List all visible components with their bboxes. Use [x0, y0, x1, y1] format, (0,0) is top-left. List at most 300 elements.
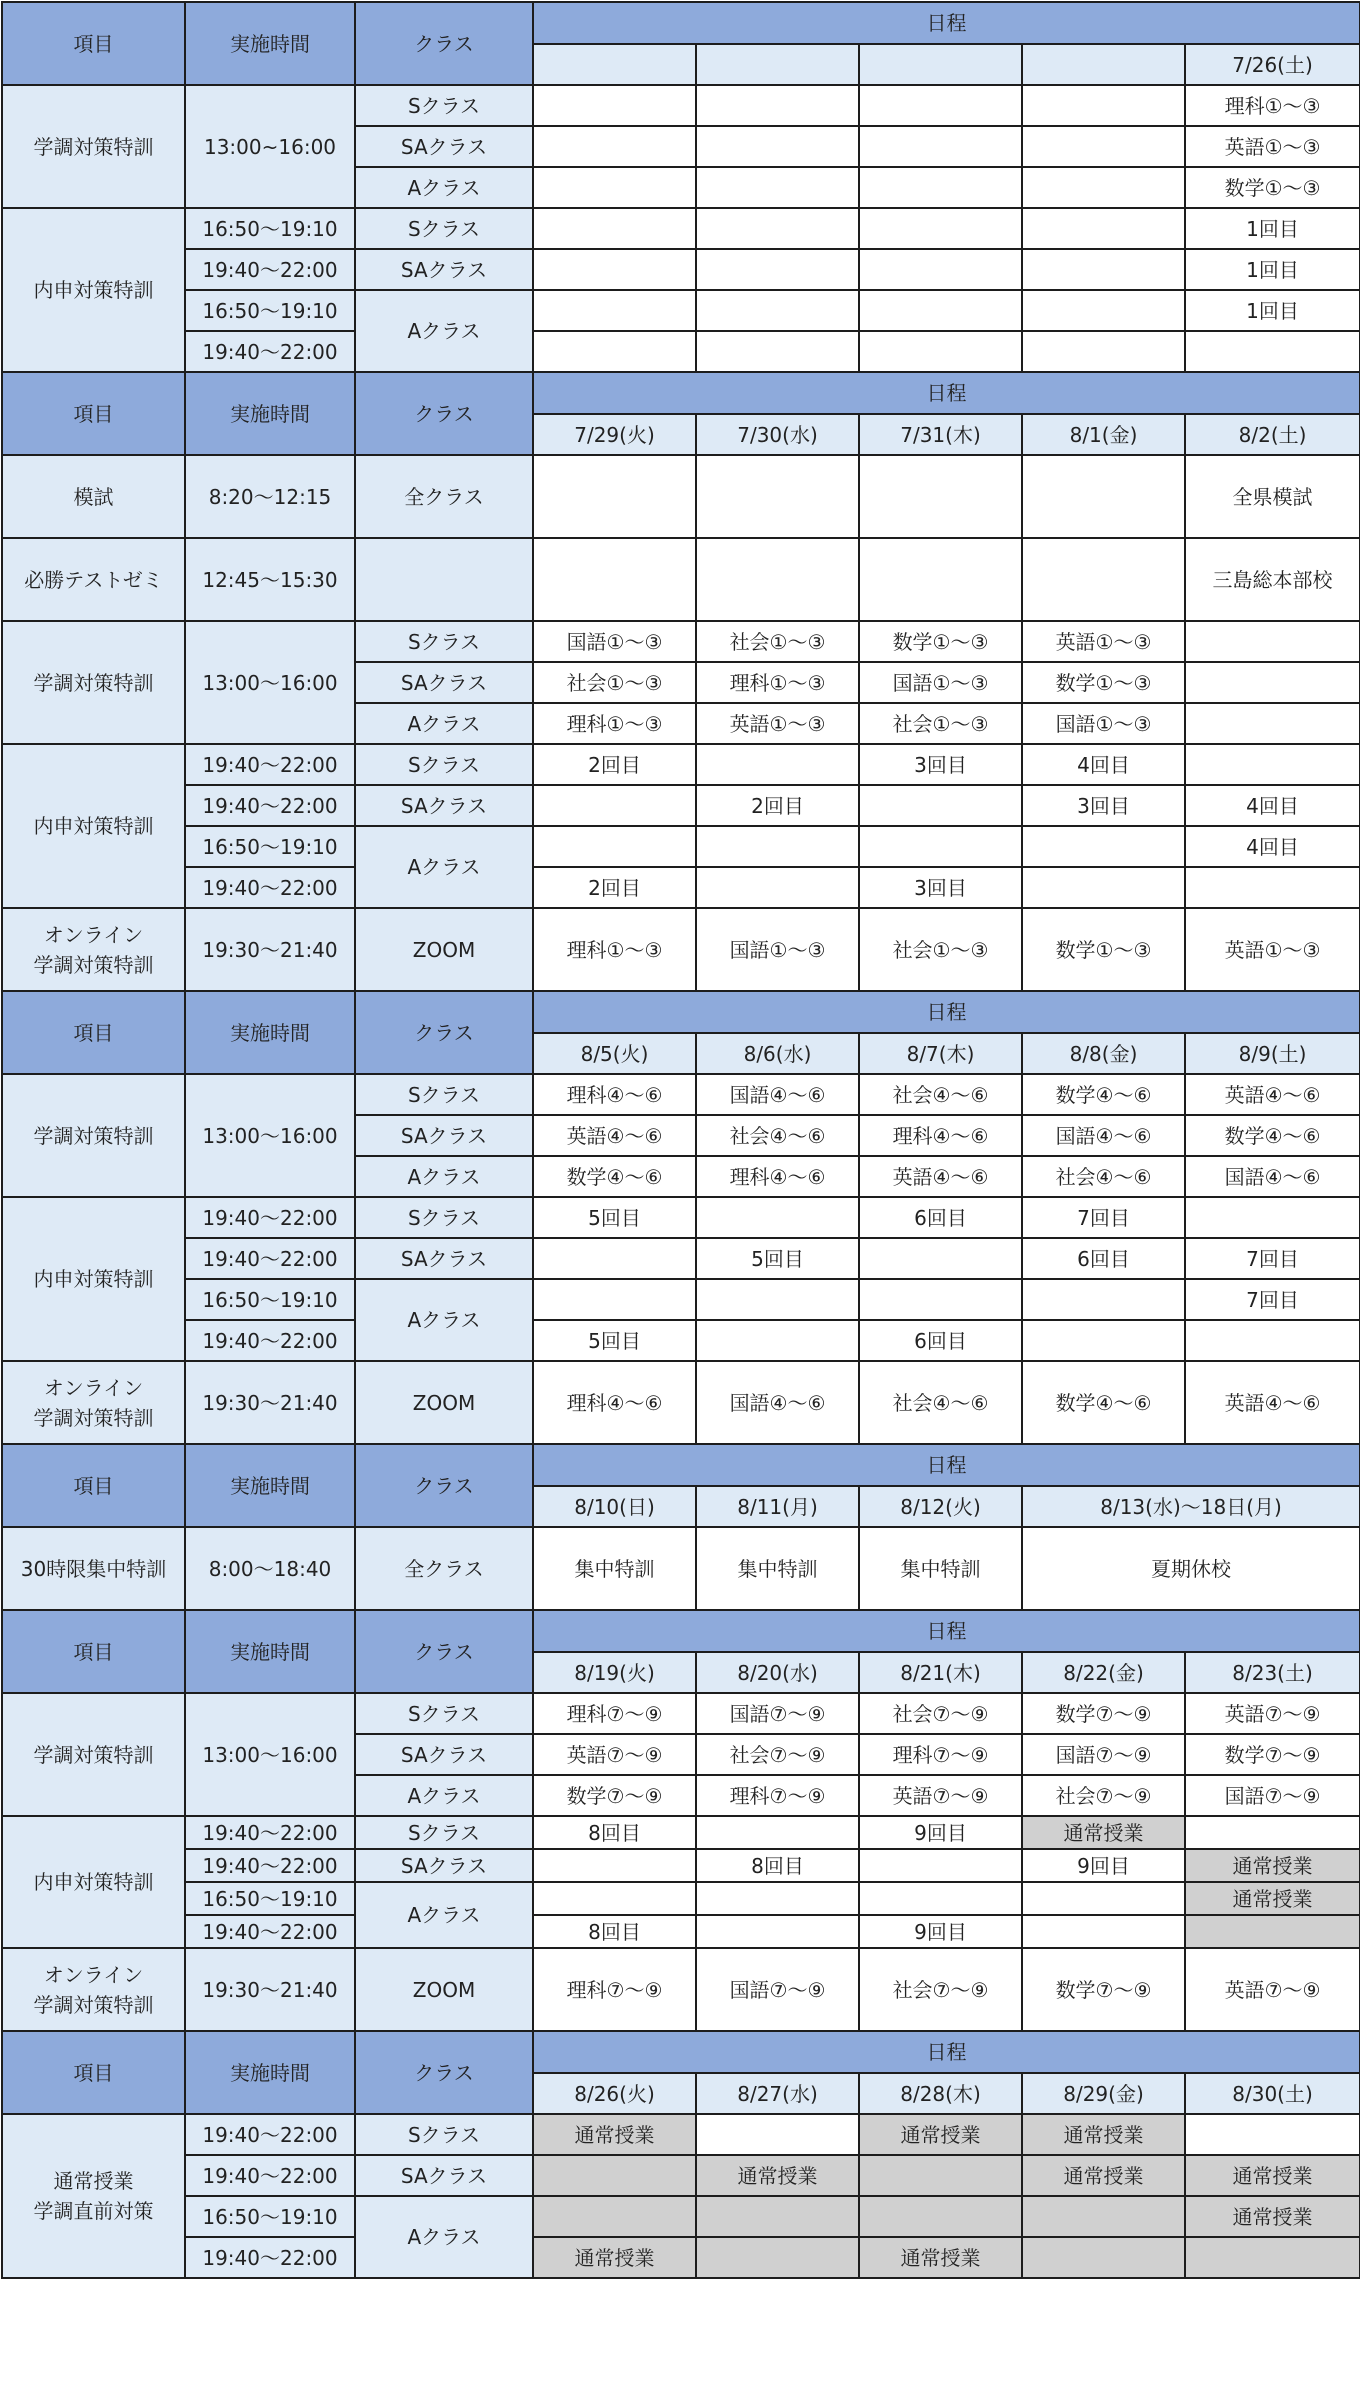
schedule-row: [2, 785, 1360, 826]
schedule-cell: 5回目: [696, 1238, 859, 1279]
class-cell: SAクラス: [355, 1734, 533, 1775]
class-cell: Sクラス: [355, 2114, 533, 2155]
class-cell: Aクラス: [355, 290, 533, 372]
schedule-cell: [696, 1816, 859, 1849]
schedule-cell: [1022, 1320, 1185, 1361]
schedule-cell: [859, 126, 1022, 167]
schedule-row: [2, 826, 1360, 867]
schedule-cell: 5回目: [533, 1197, 696, 1238]
schedule-cell: [696, 208, 859, 249]
schedule-cell: [1022, 538, 1185, 621]
class-cell: Aクラス: [355, 2196, 533, 2278]
schedule-row: [2, 2237, 1360, 2278]
class-cell: SAクラス: [355, 1238, 533, 1279]
time-cell: 16:50～19:10: [185, 1882, 355, 1915]
class-cell: ZOOM: [355, 1361, 533, 1444]
schedule-cell: [1185, 2237, 1360, 2278]
schedule-row: [2, 744, 1360, 785]
schedule-cell: [859, 538, 1022, 621]
schedule-cell: 8回目: [533, 1915, 696, 1948]
schedule-row: [2, 290, 1360, 331]
schedule-cell: 社会①～③: [533, 662, 696, 703]
class-cell: SAクラス: [355, 662, 533, 703]
date-cell: 8/19(火): [533, 1652, 696, 1693]
time-header: 実施時間: [185, 1444, 355, 1527]
schedule-cell: 社会①～③: [859, 908, 1022, 991]
date-cell: 8/9(土): [1185, 1033, 1360, 1074]
schedule-cell: 6回目: [859, 1320, 1022, 1361]
schedule-cell: [1022, 867, 1185, 908]
schedule-cell: 英語④～⑥: [1185, 1361, 1360, 1444]
header-row: [2, 1610, 1360, 1652]
schedule-cell: 6回目: [1022, 1238, 1185, 1279]
schedule-cell: 国語④～⑥: [696, 1074, 859, 1115]
date-cell: 8/2(土): [1185, 414, 1360, 455]
schedule-cell: 全県模試: [1185, 455, 1360, 538]
item-header: 項目: [2, 2031, 185, 2114]
schedule-cell: [533, 455, 696, 538]
schedule-row: [2, 1074, 1360, 1115]
schedule-cell: [1185, 1816, 1360, 1849]
schedule-cell: [533, 331, 696, 372]
time-header: 実施時間: [185, 1610, 355, 1693]
schedule-row: [2, 1693, 1360, 1734]
schedule-row: [2, 208, 1360, 249]
section-label: 必勝テストゼミ: [2, 538, 185, 621]
schedule-cell: 通常授業: [1022, 2114, 1185, 2155]
date-cell: 8/5(火): [533, 1033, 696, 1074]
schedule-cell: [1022, 455, 1185, 538]
schedule-cell: [696, 1197, 859, 1238]
time-cell: 19:40～22:00: [185, 2155, 355, 2196]
schedule-cell: 社会⑦～⑨: [859, 1948, 1022, 2031]
section-label: 学調対策特訓: [2, 1074, 185, 1197]
schedule-cell: [533, 785, 696, 826]
schedule-cell: 理科①～③: [533, 908, 696, 991]
header-row: [2, 991, 1360, 1033]
date-cell: 8/20(水): [696, 1652, 859, 1693]
class-cell: Sクラス: [355, 621, 533, 662]
date-cell: [859, 44, 1022, 85]
date-cell: 8/10(日): [533, 1486, 696, 1527]
class-cell: SAクラス: [355, 126, 533, 167]
schedule-cell: 数学④～⑥: [1185, 1115, 1360, 1156]
schedule-cell: [696, 1279, 859, 1320]
schedule-cell: 通常授業: [1185, 1849, 1360, 1882]
schedule-cell: [533, 1849, 696, 1882]
schedule-cell: [859, 826, 1022, 867]
schedule-cell: 6回目: [859, 1197, 1022, 1238]
schedule-cell: 国語④～⑥: [1185, 1156, 1360, 1197]
schedule-cell: [533, 1279, 696, 1320]
date-cell: 8/6(水): [696, 1033, 859, 1074]
date-cell: 8/23(土): [1185, 1652, 1360, 1693]
class-cell: Sクラス: [355, 85, 533, 126]
time-cell: 19:40～22:00: [185, 1915, 355, 1948]
time-cell: 19:30～21:40: [185, 1948, 355, 2031]
schedule-cell: [1022, 331, 1185, 372]
class-cell: SAクラス: [355, 2155, 533, 2196]
schedule-cell: [533, 2155, 696, 2196]
schedule-cell: 英語④～⑥: [859, 1156, 1022, 1197]
schedule-cell: 2回目: [533, 744, 696, 785]
date-cell: [533, 44, 696, 85]
schedule-cell: [859, 2196, 1022, 2237]
time-header: 実施時間: [185, 2031, 355, 2114]
time-cell: 16:50～19:10: [185, 1279, 355, 1320]
schedule-cell: [533, 2196, 696, 2237]
date-cell: 8/11(月): [696, 1486, 859, 1527]
section-label: 30時限集中特訓: [2, 1527, 185, 1610]
date-cell: 8/13(水)～18日(月): [1022, 1486, 1360, 1527]
time-cell: 13:00～16:00: [185, 1074, 355, 1197]
schedule-cell: 理科④～⑥: [533, 1074, 696, 1115]
schedule-cell: [533, 1882, 696, 1915]
schedule-cell: [696, 331, 859, 372]
time-cell: 16:50～19:10: [185, 826, 355, 867]
header-row: [2, 372, 1360, 414]
section-label: 模試: [2, 455, 185, 538]
class-cell: Aクラス: [355, 1882, 533, 1948]
schedule-cell: [859, 290, 1022, 331]
time-header: 実施時間: [185, 2, 355, 85]
schedule-cell: [859, 167, 1022, 208]
class-header: クラス: [355, 1444, 533, 1527]
schedule-header: 日程: [533, 372, 1360, 414]
schedule-cell: 国語⑦～⑨: [1022, 1734, 1185, 1775]
schedule-cell: 集中特訓: [859, 1527, 1022, 1610]
time-cell: 19:30～21:40: [185, 908, 355, 991]
schedule-cell: 理科④～⑥: [859, 1115, 1022, 1156]
date-cell: 8/21(木): [859, 1652, 1022, 1693]
schedule-cell: [533, 85, 696, 126]
schedule-cell: 9回目: [1022, 1849, 1185, 1882]
class-cell: Sクラス: [355, 208, 533, 249]
schedule-cell: [696, 538, 859, 621]
schedule-cell: 英語④～⑥: [1185, 1074, 1360, 1115]
time-cell: 19:40～22:00: [185, 249, 355, 290]
time-cell: 19:40～22:00: [185, 2237, 355, 2278]
section-label: 通常授業 学調直前対策: [2, 2114, 185, 2278]
date-cell: [696, 44, 859, 85]
schedule-cell: 通常授業: [859, 2114, 1022, 2155]
time-cell: 13:00～16:00: [185, 1693, 355, 1816]
schedule-cell: 国語④～⑥: [1022, 1115, 1185, 1156]
class-cell: ZOOM: [355, 1948, 533, 2031]
schedule-cell: 8回目: [533, 1816, 696, 1849]
schedule-cell: [859, 1849, 1022, 1882]
schedule-cell: 国語④～⑥: [696, 1361, 859, 1444]
schedule-cell: 数学①～③: [1185, 167, 1360, 208]
schedule-cell: [696, 744, 859, 785]
section-label: 学調対策特訓: [2, 1693, 185, 1816]
date-cell: 8/7(木): [859, 1033, 1022, 1074]
schedule-cell: 通常授業: [696, 2155, 859, 2196]
schedule-cell: 通常授業: [1022, 2155, 1185, 2196]
schedule-row: [2, 1361, 1360, 1444]
schedule-cell: [1185, 331, 1360, 372]
time-cell: 13:00~16:00: [185, 85, 355, 208]
time-cell: 19:40～22:00: [185, 1197, 355, 1238]
schedule-cell: [696, 1882, 859, 1915]
schedule-cell: 4回目: [1185, 826, 1360, 867]
schedule-cell: [1022, 1915, 1185, 1948]
schedule-cell: [533, 126, 696, 167]
schedule-row: [2, 1948, 1360, 2031]
schedule-cell: 通常授業: [1185, 2196, 1360, 2237]
schedule-cell: [1185, 703, 1360, 744]
schedule-row: [2, 1320, 1360, 1361]
class-cell: Aクラス: [355, 826, 533, 908]
schedule-cell: 通常授業: [533, 2114, 696, 2155]
schedule-cell: 7回目: [1185, 1279, 1360, 1320]
schedule-cell: [1022, 826, 1185, 867]
schedule-cell: 数学④～⑥: [533, 1156, 696, 1197]
schedule-cell: 社会④～⑥: [859, 1361, 1022, 1444]
schedule-cell: 数学④～⑥: [1022, 1361, 1185, 1444]
schedule-cell: 社会⑦～⑨: [1022, 1775, 1185, 1816]
schedule-cell: 国語①～③: [1022, 703, 1185, 744]
schedule-row: [2, 1849, 1360, 1882]
class-cell: SAクラス: [355, 785, 533, 826]
schedule-cell: 理科⑦～⑨: [533, 1948, 696, 2031]
item-header: 項目: [2, 372, 185, 455]
schedule-cell: 数学⑦～⑨: [533, 1775, 696, 1816]
schedule-cell: [1022, 208, 1185, 249]
schedule-cell: 社会⑦～⑨: [696, 1734, 859, 1775]
section-label: 学調対策特訓: [2, 85, 185, 208]
schedule-cell: 理科⑦～⑨: [696, 1775, 859, 1816]
schedule-row: [2, 538, 1360, 621]
class-header: クラス: [355, 2, 533, 85]
schedule-cell: 7回目: [1185, 1238, 1360, 1279]
schedule-cell: 夏期休校: [1022, 1527, 1360, 1610]
schedule-cell: [696, 1320, 859, 1361]
schedule-row: [2, 1527, 1360, 1610]
time-cell: 16:50～19:10: [185, 2196, 355, 2237]
schedule-row: [2, 908, 1360, 991]
schedule-cell: 英語⑦～⑨: [1185, 1948, 1360, 2031]
schedule-cell: [859, 85, 1022, 126]
section-label: オンライン 学調対策特訓: [2, 1948, 185, 2031]
schedule-cell: 社会④～⑥: [859, 1074, 1022, 1115]
schedule-cell: [1022, 249, 1185, 290]
schedule-cell: [1022, 2196, 1185, 2237]
schedule-cell: 国語⑦～⑨: [1185, 1775, 1360, 1816]
schedule-cell: [859, 2155, 1022, 2196]
time-cell: 19:40～22:00: [185, 1849, 355, 1882]
section-label: オンライン 学調対策特訓: [2, 1361, 185, 1444]
schedule-cell: [1022, 126, 1185, 167]
schedule-row: [2, 621, 1360, 662]
class-header: クラス: [355, 2031, 533, 2114]
schedule-cell: [859, 249, 1022, 290]
class-cell: Sクラス: [355, 1074, 533, 1115]
schedule-cell: 英語①～③: [696, 703, 859, 744]
schedule-cell: 9回目: [859, 1915, 1022, 1948]
schedule-cell: [696, 2237, 859, 2278]
schedule-cell: 3回目: [1022, 785, 1185, 826]
class-cell: Aクラス: [355, 703, 533, 744]
class-cell: [355, 538, 533, 621]
schedule-cell: [1022, 1882, 1185, 1915]
date-cell: 8/1(金): [1022, 414, 1185, 455]
time-cell: 19:40～22:00: [185, 1816, 355, 1849]
class-cell: Aクラス: [355, 1156, 533, 1197]
schedule-cell: 3回目: [859, 744, 1022, 785]
time-cell: 19:40～22:00: [185, 785, 355, 826]
date-cell: 7/31(木): [859, 414, 1022, 455]
time-cell: 19:40～22:00: [185, 1320, 355, 1361]
schedule-cell: 社会①～③: [696, 621, 859, 662]
schedule-cell: 通常授業: [1022, 1816, 1185, 1849]
schedule-cell: [696, 249, 859, 290]
class-cell: Aクラス: [355, 1279, 533, 1361]
section-label: 学調対策特訓: [2, 621, 185, 744]
schedule-cell: [696, 290, 859, 331]
schedule-cell: 三島総本部校: [1185, 538, 1360, 621]
schedule-cell: [1185, 2114, 1360, 2155]
schedule-cell: [859, 1882, 1022, 1915]
schedule-header: 日程: [533, 2031, 1360, 2073]
class-cell: ZOOM: [355, 908, 533, 991]
schedule-row: [2, 1816, 1360, 1849]
schedule-cell: 集中特訓: [533, 1527, 696, 1610]
schedule-cell: [1022, 1279, 1185, 1320]
class-cell: 全クラス: [355, 1527, 533, 1610]
schedule-cell: 通常授業: [533, 2237, 696, 2278]
schedule-cell: 国語①～③: [533, 621, 696, 662]
time-cell: 8:00～18:40: [185, 1527, 355, 1610]
class-cell: Sクラス: [355, 1816, 533, 1849]
schedule-cell: [859, 1238, 1022, 1279]
date-cell: 8/27(水): [696, 2073, 859, 2114]
schedule-cell: 2回目: [696, 785, 859, 826]
schedule-cell: [1022, 290, 1185, 331]
header-row: [2, 2031, 1360, 2073]
schedule-cell: [696, 126, 859, 167]
schedule-cell: 理科①～③: [1185, 85, 1360, 126]
date-cell: 8/30(土): [1185, 2073, 1360, 2114]
class-cell: Sクラス: [355, 744, 533, 785]
schedule-cell: [696, 2196, 859, 2237]
class-cell: Sクラス: [355, 1693, 533, 1734]
schedule-header: 日程: [533, 2, 1360, 44]
schedule-cell: 数学⑦～⑨: [1022, 1948, 1185, 2031]
schedule-cell: 8回目: [696, 1849, 859, 1882]
date-cell: [1022, 44, 1185, 85]
date-cell: 8/12(火): [859, 1486, 1022, 1527]
schedule-cell: 英語①～③: [1022, 621, 1185, 662]
schedule-cell: [696, 455, 859, 538]
schedule-cell: 社会①～③: [859, 703, 1022, 744]
time-header: 実施時間: [185, 991, 355, 1074]
date-cell: 8/22(金): [1022, 1652, 1185, 1693]
schedule-row: [2, 867, 1360, 908]
section-label: 内申対策特訓: [2, 1816, 185, 1948]
schedule-cell: 国語⑦～⑨: [696, 1693, 859, 1734]
schedule-cell: [696, 167, 859, 208]
class-header: クラス: [355, 991, 533, 1074]
schedule-cell: 社会④～⑥: [1022, 1156, 1185, 1197]
schedule-cell: 3回目: [859, 867, 1022, 908]
schedule-cell: [696, 826, 859, 867]
section-label: 内申対策特訓: [2, 208, 185, 372]
time-cell: 8:20～12:15: [185, 455, 355, 538]
item-header: 項目: [2, 1444, 185, 1527]
time-cell: 19:40～22:00: [185, 2114, 355, 2155]
schedule-cell: [533, 1238, 696, 1279]
schedule-row: [2, 331, 1360, 372]
schedule-body: [2, 2, 1360, 2278]
schedule-cell: 7回目: [1022, 1197, 1185, 1238]
schedule-cell: [533, 826, 696, 867]
schedule-cell: [1185, 1197, 1360, 1238]
section-label: 内申対策特訓: [2, 744, 185, 908]
date-cell: 8/26(火): [533, 2073, 696, 2114]
schedule-row: [2, 2155, 1360, 2196]
schedule-cell: [696, 85, 859, 126]
schedule-row: [2, 455, 1360, 538]
section-label: オンライン 学調対策特訓: [2, 908, 185, 991]
schedule-row: [2, 1279, 1360, 1320]
class-cell: 全クラス: [355, 455, 533, 538]
time-cell: 19:40～22:00: [185, 744, 355, 785]
schedule-cell: [859, 1279, 1022, 1320]
schedule-cell: 数学④～⑥: [1022, 1074, 1185, 1115]
schedule-cell: 社会⑦～⑨: [859, 1693, 1022, 1734]
schedule-cell: 理科④～⑥: [696, 1156, 859, 1197]
class-cell: Sクラス: [355, 1197, 533, 1238]
date-cell: 7/26(土): [1185, 44, 1360, 85]
schedule-cell: 社会④～⑥: [696, 1115, 859, 1156]
schedule-cell: 英語⑦～⑨: [1185, 1693, 1360, 1734]
time-cell: 19:30～21:40: [185, 1361, 355, 1444]
date-cell: 8/28(木): [859, 2073, 1022, 2114]
schedule-cell: [1185, 1320, 1360, 1361]
schedule-row: [2, 2114, 1360, 2155]
schedule-cell: [696, 2114, 859, 2155]
schedule-cell: [1022, 2237, 1185, 2278]
schedule-cell: [696, 867, 859, 908]
class-header: クラス: [355, 372, 533, 455]
schedule-cell: 国語①～③: [696, 908, 859, 991]
schedule-cell: [1185, 744, 1360, 785]
schedule-row: [2, 1238, 1360, 1279]
schedule-cell: 英語⑦～⑨: [533, 1734, 696, 1775]
schedule-cell: [859, 208, 1022, 249]
class-cell: Aクラス: [355, 167, 533, 208]
schedule-cell: [859, 785, 1022, 826]
schedule-row: [2, 1882, 1360, 1915]
schedule-header: 日程: [533, 1610, 1360, 1652]
schedule-cell: 国語①～③: [859, 662, 1022, 703]
item-header: 項目: [2, 2, 185, 85]
schedule-cell: [1185, 867, 1360, 908]
schedule-cell: 4回目: [1185, 785, 1360, 826]
schedule-cell: 理科④～⑥: [533, 1361, 696, 1444]
schedule-cell: [1185, 621, 1360, 662]
class-cell: SAクラス: [355, 1115, 533, 1156]
schedule-cell: [1022, 167, 1185, 208]
schedule-cell: 1回目: [1185, 290, 1360, 331]
schedule-cell: 通常授業: [1185, 1882, 1360, 1915]
schedule-cell: 集中特訓: [696, 1527, 859, 1610]
schedule-cell: 英語④～⑥: [533, 1115, 696, 1156]
schedule-cell: 2回目: [533, 867, 696, 908]
schedule-cell: 4回目: [1022, 744, 1185, 785]
schedule-cell: 1回目: [1185, 249, 1360, 290]
